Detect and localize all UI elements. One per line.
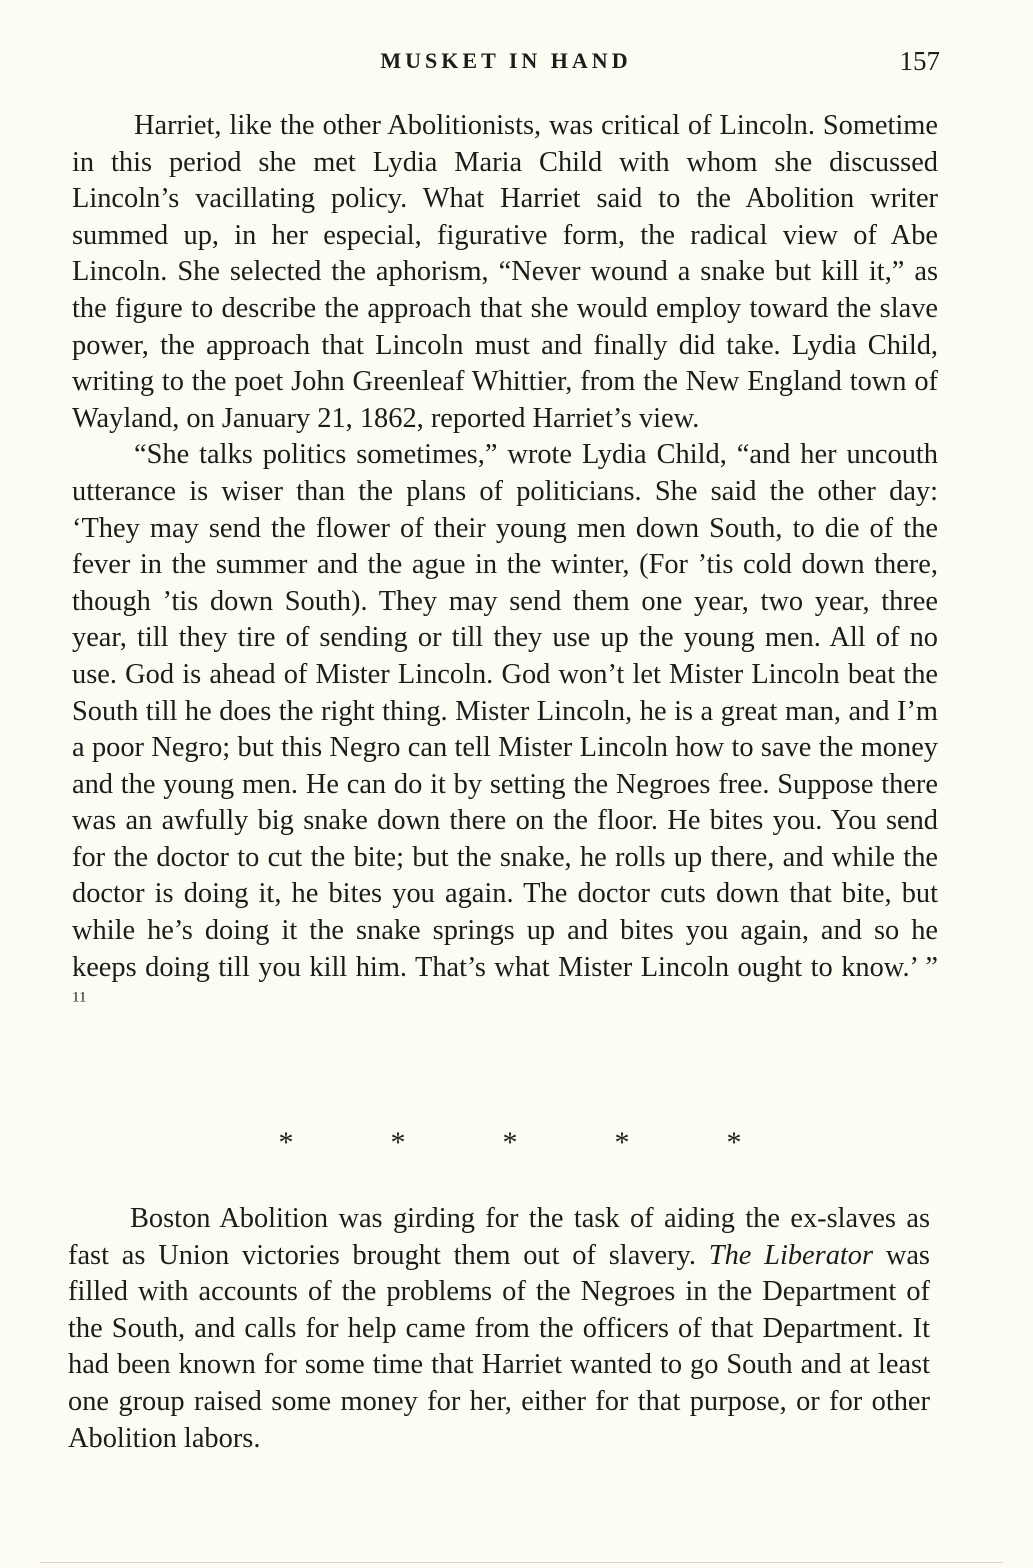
- text-block-lower: [68, 1201, 930, 1457]
- section-break-asterisk: *: [278, 1126, 294, 1159]
- liberator-title: The Liberator: [708, 1239, 874, 1271]
- page-number: 157: [899, 46, 940, 76]
- paragraph-lincoln-criticism: [72, 108, 938, 437]
- scan-edge: [40, 1562, 1003, 1563]
- running-title: MUSKET IN HAND: [380, 48, 632, 73]
- section-break-asterisk: *: [726, 1126, 742, 1159]
- paragraph-text: Boston Abolition was girding for the task of aiding the ex-slaves as fast as Union victories brought them out of slavery.: [68, 1203, 930, 1271]
- footnote-reference: 11: [72, 989, 87, 1006]
- section-break-asterisk: *: [390, 1126, 406, 1159]
- paragraph-boston-abolition: [68, 1201, 930, 1457]
- paragraph-child-quote: [72, 437, 938, 1023]
- paragraph-text: “She talks politics sometimes,” wrote Lydia Child, “and her uncouth utterance is wiser than the plans of politicians. She said the other day: ‘They may send the flower of their young men down South, to die of the fever in the summer and the ague in the winter, (For ’tis cold down there, though ’tis down South). They may send them one year, two year, three year, till they tire of sending or till they use up the young men. All of no use. God is ahead of Mister Lincoln. God won’t let Mister Lincoln beat the South till he does the right thing. Mister Lincoln, he is a great man, and I’m a poor Negro; but this Negro can tell Mister Lincoln how to save the money and the young men. He can do it by setting the Negroes free. Suppose there was an awfully big snake down there on the floor. He bites you. You send for the doctor to cut the bite; but the snake, he rolls up there, and while the doctor is doing it, he bites you again. The doctor cuts down that bite, but while he’s doing it the snake springs up and bites you again, and so he keeps doing till you kill him. That’s what Mister Lincoln ought to know.’ ”: [72, 439, 938, 983]
- running-head: [72, 46, 940, 82]
- text-block-upper: [72, 108, 938, 1023]
- section-break-asterisk: *: [614, 1126, 630, 1159]
- section-break-asterisk: *: [502, 1126, 518, 1159]
- paragraph-text: Harriet, like the other Abolitionists, was critical of Lincoln. Sometime in this period she met Lydia Maria Child with whom she discussed Lincoln’s vacillating policy. What Harriet said to the Abolition writer summed up, in her especial, figurative form, the radical view of Abe Lincoln. She selected the aphorism, “Never wound a snake but kill it,” as the figure to describe the approach that she would employ toward the slave power, the approach that Lincoln must and finally did take. Lydia Child, writing to the poet John Greenleaf Whittier, from the New England town of Wayland, on January 21, 1862, reported Harriet’s view.: [72, 110, 938, 434]
- paragraph-text: was filled with accounts of the problems of the Negroes in the Department of the South, and calls for help came from the officers of that Department. It had been known for some time that Harriet wanted to go South and at least one group raised some money for her, either for that purpose, or for other Abolition labors.: [68, 1239, 930, 1454]
- section-break: [230, 1126, 790, 1166]
